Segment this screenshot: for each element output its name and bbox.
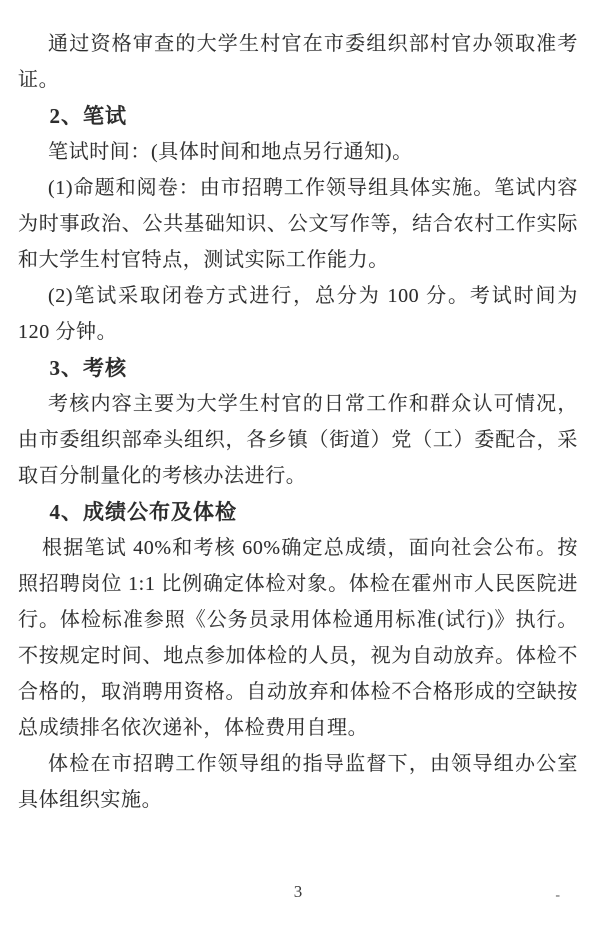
section-heading: 2、笔试 (49, 104, 127, 128)
page-number: 3 (293, 882, 303, 901)
section-heading: 4、成绩公布及体检 (49, 500, 237, 524)
footer-dash: - (555, 888, 560, 903)
page-footer (18, 882, 578, 902)
paragraph: 根据笔试 40%和考核 60%确定总成绩，面向社会公布。按照招聘岗位 1:1 比例确定体检对象。体检在霍州市人民医院进行。体检标准参照《公务员录用体检通用标准(试行)》执行。不按规定时间、地点参加体检的人员，视为自动放弃。体检不合格的，取消聘用资格。自动放弃和体检不合格形成的空缺按总成绩排名依次递补，体检费用自理。 (18, 537, 578, 739)
paragraph: (2)笔试采取闭卷方式进行，总分为 100 分。考试时间为 120 分钟。 (18, 285, 578, 343)
paragraph: 考核内容主要为大学生村官的日常工作和群众认可情况，由市委组织部牵头组织，各乡镇（街道）党（工）委配合，采取百分制量化的考核办法进行。 (18, 393, 578, 487)
paragraph: 笔试时间：(具体时间和地点另行通知)。 (48, 141, 413, 163)
section-heading: 3、考核 (49, 356, 127, 380)
paragraph: (1)命题和阅卷：由市招聘工作领导组具体实施。笔试内容为时事政治、公共基础知识、公文写作等，结合农村工作实际和大学生村官特点，测试实际工作能力。 (18, 177, 578, 271)
paragraph: 体检在市招聘工作领导组的指导监督下，由领导组办公室具体组织实施。 (18, 753, 578, 811)
document-body (18, 26, 578, 818)
paragraph: 通过资格审查的大学生村官在市委组织部村官办领取准考证。 (18, 33, 578, 91)
